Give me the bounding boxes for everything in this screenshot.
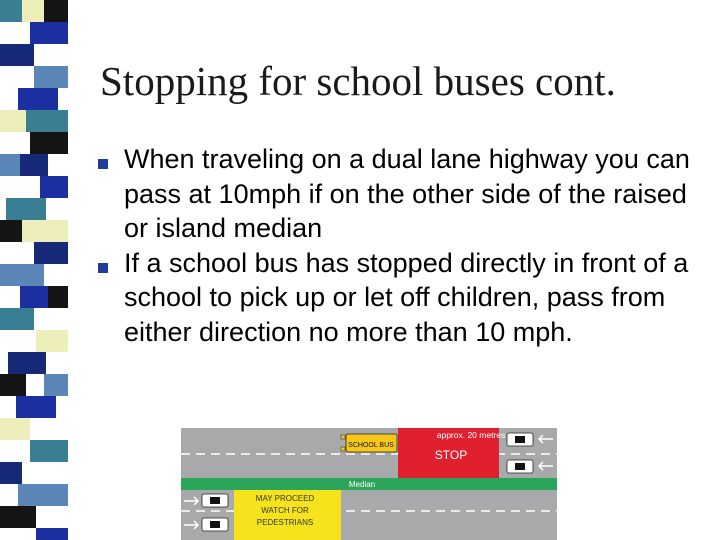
stop-label: STOP: [434, 448, 468, 462]
road-edge: [181, 425, 557, 428]
stripe-block: [26, 110, 68, 132]
bus-light-icon: [341, 435, 345, 439]
stripe-block: [40, 176, 68, 198]
distance-label: approx. 20 metres: [436, 430, 506, 440]
bullet-item: [96, 142, 696, 246]
bullet-text: If a school bus has stopped directly in front of a school to pick up or let off children, pass from either direction no more than 10 mph.: [124, 247, 689, 347]
car-icon: [202, 518, 228, 531]
stripe-block: [30, 22, 68, 44]
stripe-block: [20, 154, 48, 176]
stripe-block: [8, 352, 46, 374]
square-bullet-icon: [98, 159, 108, 169]
stripe-block: [6, 198, 46, 220]
stripe-block: [0, 154, 20, 176]
proceed-label: MAY PROCEED: [255, 494, 315, 503]
stripe-block: [48, 286, 68, 308]
bus-light-icon: [341, 447, 345, 451]
stripe-block: [0, 506, 36, 528]
bullet-list: [96, 142, 696, 349]
stripe-block: [20, 286, 48, 308]
stripe-block: [16, 396, 56, 418]
stripe-block: [0, 264, 44, 286]
proceed-label: PEDESTRIANS: [256, 518, 314, 527]
proceed-label: WATCH FOR: [261, 506, 309, 515]
stripe-block: [0, 418, 30, 440]
stripe-block: [18, 484, 68, 506]
car-icon: [507, 433, 533, 446]
stripe-block: [34, 66, 68, 88]
stripe-block: [30, 440, 68, 462]
stripe-block: [22, 220, 68, 242]
stripe-block: [0, 220, 22, 242]
bullet-text: When traveling on a dual lane highway you can pass at 10mph if on the other side of the raised or island median: [124, 144, 690, 243]
car-icon: [202, 494, 228, 507]
road-diagram: [181, 425, 557, 540]
stripe-block: [36, 330, 68, 352]
stripe-block: [44, 0, 68, 22]
median-label: Median: [348, 480, 376, 489]
slide-title: Stopping for school buses cont.: [100, 58, 616, 104]
bullet-item: [96, 246, 696, 350]
stripe-block: [0, 44, 34, 66]
stripe-block: [0, 308, 34, 330]
stripe-block: [0, 374, 26, 396]
square-bullet-icon: [98, 263, 108, 273]
stripe-block: [18, 88, 58, 110]
stripe-block: [30, 132, 68, 154]
stripe-block: [0, 110, 26, 132]
bus-label: SCHOOL BUS: [348, 442, 394, 449]
stripe-block: [34, 242, 68, 264]
road-illustration: [181, 425, 557, 540]
stripe-block: [0, 462, 22, 484]
stripe-block: [44, 374, 68, 396]
decorative-stripe: [0, 0, 68, 540]
stripe-block: [36, 528, 68, 540]
car-icon: [507, 460, 533, 473]
